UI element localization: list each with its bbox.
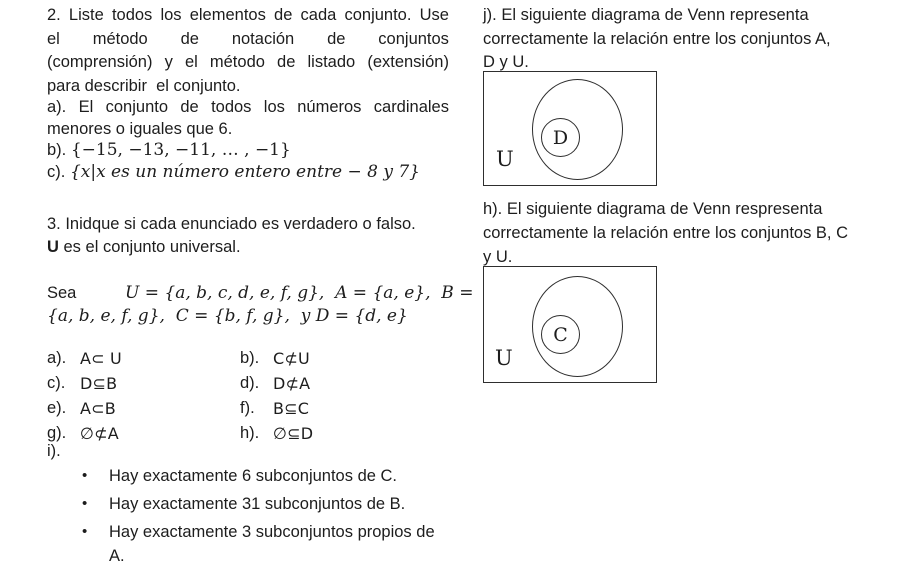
statement-d-label: d). <box>240 374 260 392</box>
item-b-label: b). <box>47 141 67 159</box>
item-a-line: a). El conjunto de todos los números cardinales <box>47 98 449 116</box>
statement-c <box>47 371 240 396</box>
item-j-line: D y U. <box>483 53 529 71</box>
item-j-line: j). El siguiente diagrama de Venn representa <box>483 6 809 24</box>
statement-e <box>47 396 240 421</box>
problem-2-line: el método de notación de conjuntos <box>47 29 449 48</box>
statement-b-label: b). <box>240 349 260 367</box>
list-item <box>47 464 449 488</box>
statement-a-label: a). <box>47 349 67 367</box>
inner-set-label: C <box>553 323 568 346</box>
statement-c-formula: D⊆B <box>80 374 118 393</box>
set-definitions-math-line2: {a, b, e, f, g}, C = {b, f, g}, y D = {d, e} <box>47 306 408 326</box>
statement-g-formula: ∅⊄A <box>80 424 119 443</box>
venn-diagram-h <box>483 266 657 383</box>
statement-row <box>47 421 449 446</box>
statement-h-formula: ∅⊆D <box>273 424 314 443</box>
statement-g-label: g). <box>47 424 67 442</box>
set-definitions-math-line1: U = {a, b, c, d, e, f, g}, A = {a, e}, B = <box>125 283 474 303</box>
item-j-line: correctamente la relación entre los conjuntos A, <box>483 29 831 48</box>
item-c-set: {x|x es un número entero entre − 8 y 7} <box>69 162 420 182</box>
item-h-line: correctamente la relación entre los conjuntos B, C <box>483 224 849 242</box>
bullet-icon: • <box>82 523 88 540</box>
statement-h-label: h). <box>240 424 260 442</box>
set-definitions <box>47 282 473 328</box>
list-item <box>47 520 449 568</box>
inner-set-circle <box>541 118 580 157</box>
inner-set-label: D <box>552 126 569 149</box>
item-c-label: c). <box>47 163 66 181</box>
statement-row <box>47 371 449 396</box>
statements-grid <box>47 346 449 446</box>
venn-diagram-j <box>483 71 657 186</box>
item-a-line: menores o iguales que 6. <box>47 119 233 138</box>
statement-e-label: e). <box>47 399 67 417</box>
statement-f <box>240 396 309 421</box>
statement-a-formula: A⊂ U <box>80 349 122 368</box>
item-a-paragraph <box>47 97 449 140</box>
bullet-text: Hay exactamente 3 subconjuntos propios de A. <box>109 523 435 565</box>
item-h-paragraph <box>483 197 848 269</box>
statement-g <box>47 421 240 446</box>
universe-label: U <box>496 147 514 171</box>
problem-3-line: 3. Inidque si cada enunciado es verdadero o falso. <box>47 215 416 233</box>
inner-set-circle <box>541 315 580 354</box>
statement-c-label: c). <box>47 374 66 392</box>
universal-set-symbol: U <box>47 237 59 256</box>
problem-2-line: 2. Liste todos los elementos de cada conjunto. Use <box>47 6 449 24</box>
bullet-text: Hay exactamente 31 subconjuntos de B. <box>109 495 406 513</box>
item-h-line: y U. <box>483 248 513 266</box>
bullet-icon: • <box>82 495 88 512</box>
item-c <box>47 161 420 183</box>
statement-i-label: i). <box>47 442 61 460</box>
item-b <box>47 139 291 161</box>
statement-f-formula: B⊆C <box>273 399 310 418</box>
statement-d-formula: D⊄A <box>273 374 311 393</box>
problem-2-line: (comprensión) y el método de listado (extensión) <box>47 53 449 72</box>
sea-word: Sea <box>47 284 77 302</box>
statement-e-formula: A⊂B <box>80 399 116 418</box>
statement-row <box>47 396 449 421</box>
problem-2-line: para describir el conjunto. <box>47 76 241 95</box>
statement-b <box>240 346 310 371</box>
problem-3-line <box>47 236 416 259</box>
item-j-paragraph <box>483 4 831 75</box>
bullet-text: Hay exactamente 6 subconjuntos de C. <box>109 467 398 485</box>
universe-label: U <box>495 346 513 370</box>
item-h-line: h). El siguiente diagrama de Venn respresenta <box>483 200 823 218</box>
statement-d <box>240 371 310 396</box>
list-item <box>47 492 449 516</box>
statement-i-bullet-list <box>47 464 449 572</box>
item-b-set: {−15, −13, −11, … , −1} <box>70 140 291 160</box>
problem-3-line-rest: es el conjunto universal. <box>58 237 241 256</box>
problem-3-paragraph <box>47 213 416 258</box>
statement-f-label: f). <box>240 399 255 417</box>
bullet-icon: • <box>82 467 88 484</box>
statement-h <box>240 421 313 446</box>
problem-2-paragraph <box>47 4 449 98</box>
statement-b-formula: C⊄U <box>273 349 310 368</box>
statement-row <box>47 346 449 371</box>
statement-a <box>47 346 240 371</box>
